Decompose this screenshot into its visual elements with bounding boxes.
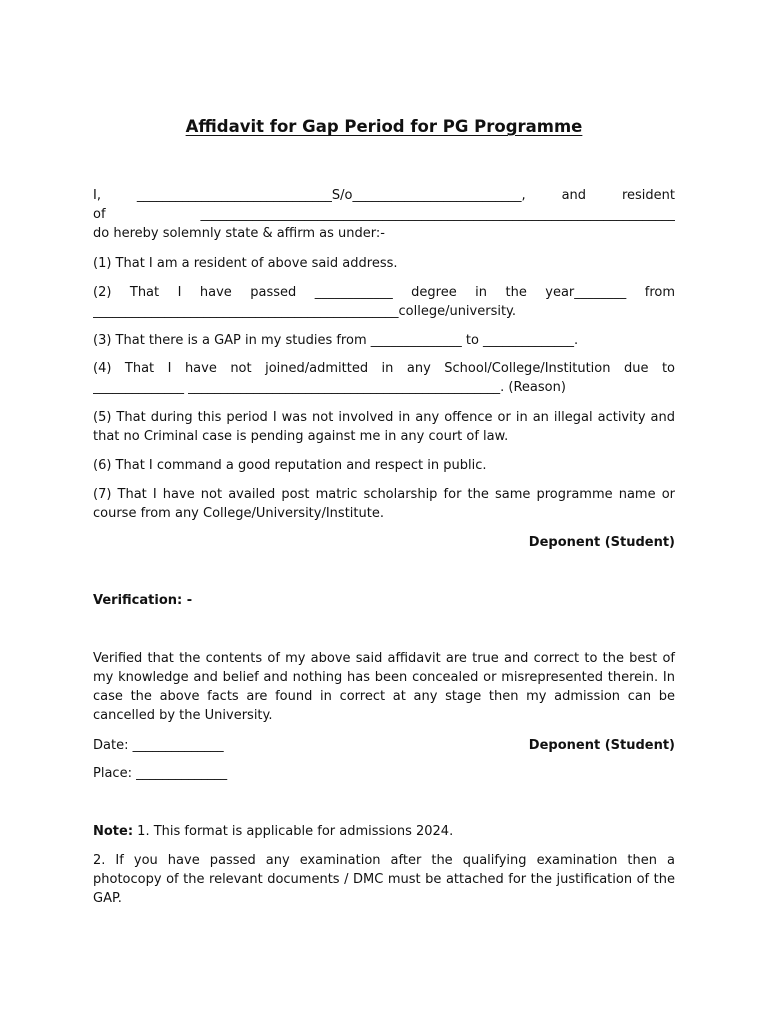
intro-line-1: I, ______________________________S/o__________________________, and resident (93, 188, 675, 203)
note-line-2: 2. If you have passed any examination after the qualifying examination then a photocopy of the relevant documents / DMC must be attached for the justification of the GAP. (93, 853, 675, 906)
date-row (93, 736, 675, 755)
item-2 (93, 283, 675, 321)
deponent-signature-label: Deponent (Student) (528, 535, 675, 550)
date-field: Date: ______________ (93, 738, 224, 753)
verification-deponent-label: Deponent (Student) (528, 738, 675, 753)
item-4-line-2: ______________ ________________________________________________. (Reason) (93, 380, 566, 395)
item-2-line-2: _______________________________________________college/university. (93, 304, 517, 319)
item-6: (6) That I command a good reputation and respect in public. (93, 458, 487, 473)
item-4 (93, 359, 675, 397)
item-4-line-1: (4) That I have not joined/admitted in any School/College/Institution due to (93, 361, 675, 376)
intro-line-3: do hereby solemnly state & affirm as under:- (93, 226, 385, 241)
item-5: (5) That during this period I was not involved in any offence or in an illegal activity and that no Criminal case is pending against me in any court of law. (93, 410, 675, 444)
note-line-1 (93, 822, 675, 841)
item-7: (7) That I have not availed post matric scholarship for the same programme name or course from any College/University/Institute. (93, 487, 675, 521)
note-label: Note: (93, 824, 134, 839)
intro-line-2: of _________________________________________________________________________ (93, 207, 675, 222)
place-field: Place: ______________ (93, 766, 228, 781)
item-1: (1) That I am a resident of above said address. (93, 256, 398, 271)
verification-heading: Verification: - (93, 593, 193, 608)
document-title: Affidavit for Gap Period for PG Programme (185, 117, 583, 136)
item-2-line-1: (2) That I have passed ____________ degree in the year________ from (93, 285, 675, 300)
verification-text: Verified that the contents of my above said affidavit are true and correct to the best of my knowledge and belief and nothing has been concealed or misrepresented therein. In case the above facts are found in correct at any stage then my admission can be cancelled by the University. (93, 651, 675, 723)
item-3: (3) That there is a GAP in my studies from ______________ to ______________. (93, 333, 579, 348)
intro-paragraph (93, 186, 675, 243)
note-text-1: 1. This format is applicable for admissions 2024. (133, 824, 454, 839)
